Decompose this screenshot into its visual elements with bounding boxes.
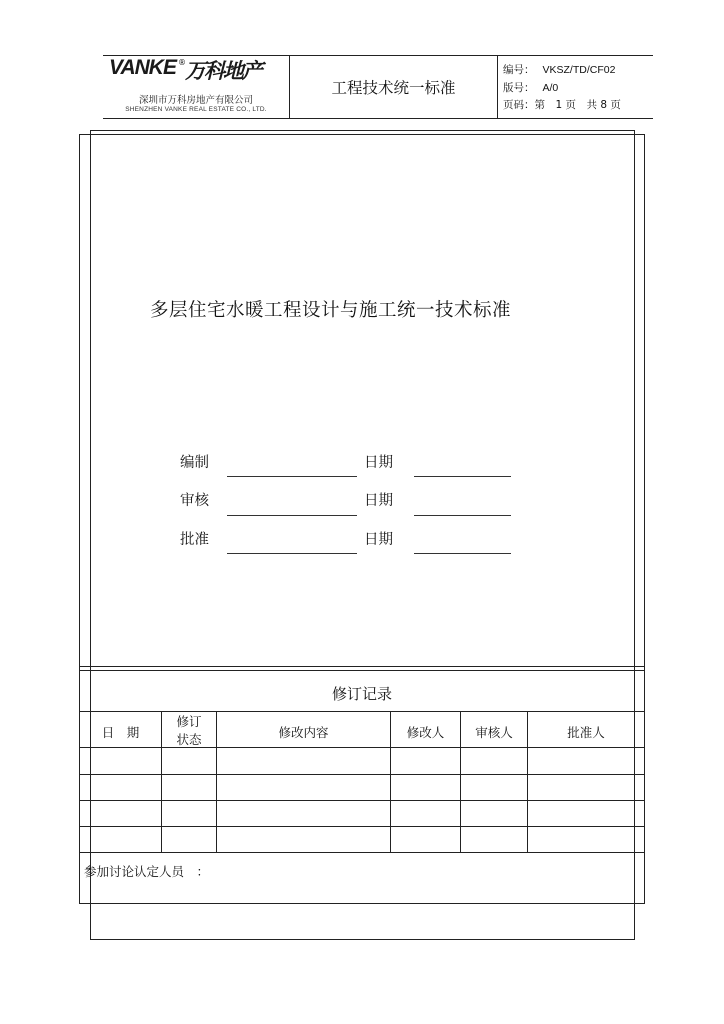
rev-col-content: 修改内容 <box>278 725 329 740</box>
logo-chinese-text: 万科地产 <box>185 59 261 83</box>
signoff-role-reviewed: 审核 <box>180 493 209 509</box>
signoff-line-approved[interactable] <box>227 553 357 554</box>
frame-outer-top <box>79 134 645 135</box>
company-name-en: SHENZHEN VANKE REAL ESTATE CO., LTD. <box>125 106 267 113</box>
rev-col-modifier: 修改人 <box>406 725 445 740</box>
signoff-role-approved: 批准 <box>180 532 209 548</box>
signoff-date-line-prepared[interactable] <box>414 476 511 477</box>
frame-inner-top <box>90 130 635 131</box>
section-separator-1 <box>79 666 645 667</box>
rev-rule-header-top <box>79 711 645 712</box>
signoff-date-line-reviewed[interactable] <box>414 515 511 516</box>
signoff-date-line-approved[interactable] <box>414 553 511 554</box>
doc-number-value: VKSZ/TD/CF02 <box>542 64 616 76</box>
table-row <box>80 827 644 852</box>
frame-outer-bottom <box>79 903 645 904</box>
signoff-date-label-reviewed: 日期 <box>364 493 393 509</box>
header-bottom-border <box>103 118 653 119</box>
document-header <box>103 55 653 119</box>
rev-col-status: 修订 状态 <box>176 714 202 747</box>
signoff-line-reviewed[interactable] <box>227 515 357 516</box>
rev-col-reviewer: 审核人 <box>475 725 513 740</box>
revision-record-title: 修订记录 <box>331 685 392 703</box>
rev-col-date: 日 期 <box>101 725 140 740</box>
header-title: 工程技术统一标准 <box>331 79 456 97</box>
frame-outer-right <box>644 134 645 904</box>
signoff-line-prepared[interactable] <box>227 476 357 477</box>
participants-label: 参加讨论认定人员 ： <box>84 864 210 879</box>
version-label: 版号： <box>503 82 535 94</box>
section-separator-2 <box>79 670 645 671</box>
logo-latin-text: VANKE <box>109 56 176 79</box>
rev-rule-row-4 <box>79 852 645 853</box>
page-indicator: 页码：第 1 页 共 8 页 <box>503 99 621 111</box>
frame-inner-bottom <box>90 939 635 940</box>
rev-col-approver: 批准人 <box>567 725 605 740</box>
doc-number-label: 编号： <box>503 64 535 76</box>
document-title: 多层住宅水暖工程设计与施工统一技术标准 <box>150 300 512 321</box>
header-divider-right <box>497 55 498 119</box>
version-value: A/0 <box>542 82 559 94</box>
table-row <box>80 775 644 800</box>
signoff-date-label-prepared: 日期 <box>364 455 393 471</box>
vanke-logo <box>109 58 283 84</box>
table-row <box>80 801 644 826</box>
doc-number <box>503 62 615 77</box>
signoff-role-prepared: 编制 <box>180 455 209 471</box>
table-row <box>80 748 644 774</box>
version-number <box>503 80 558 95</box>
signoff-date-label-approved: 日期 <box>364 532 393 548</box>
registered-mark-icon: ® <box>178 58 186 67</box>
company-name-cn: 深圳市万科房地产有限公司 <box>138 95 253 106</box>
